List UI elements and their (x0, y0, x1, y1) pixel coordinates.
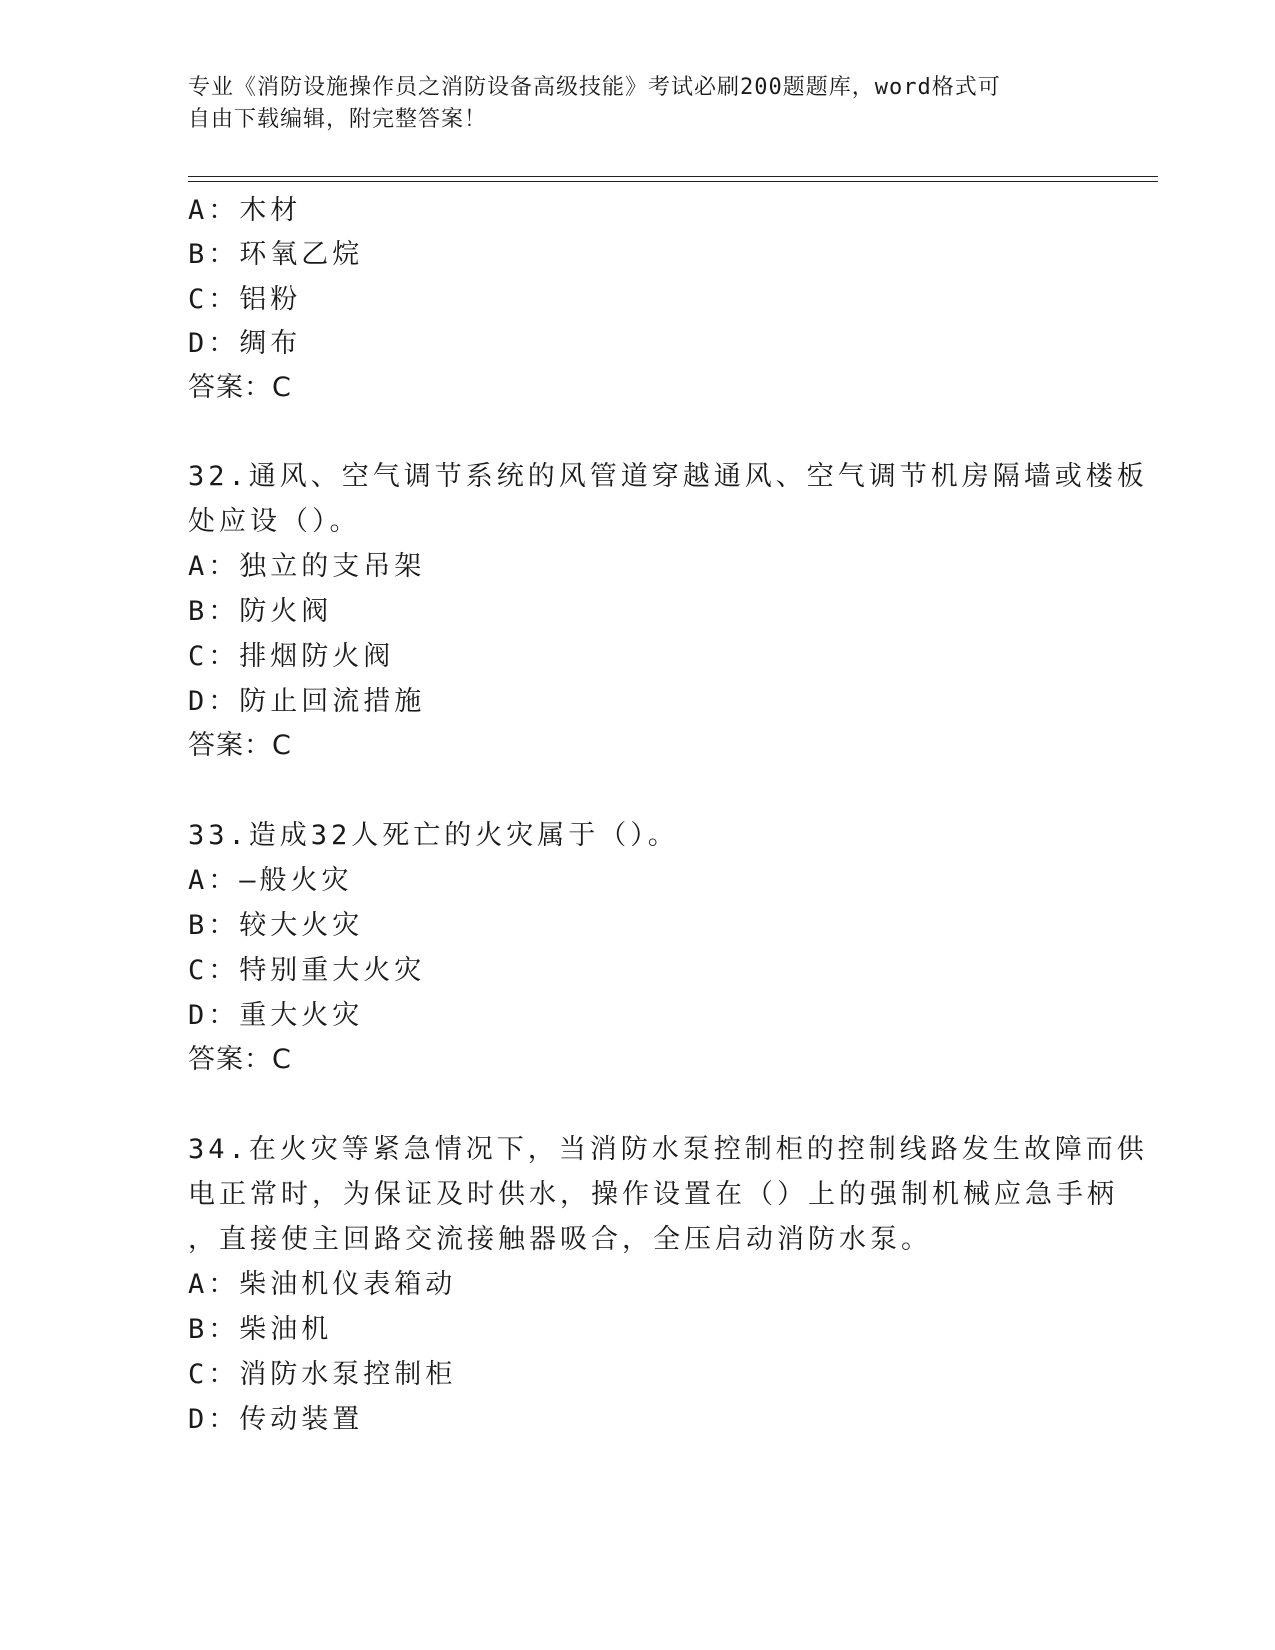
document-header (188, 72, 1088, 136)
q32-option-d: D：防止回流措施 (188, 686, 426, 717)
q32-question-line-1: 32.通风、空气调节系统的风管道穿越通风、空气调节机房隔墙或楼板 (188, 461, 1148, 492)
q33-option-a: A：—般火灾 (188, 865, 353, 896)
q34-option-c: C：消防水泵控制柜 (188, 1359, 457, 1390)
q34-question-line-1: 34.在火灾等紧急情况下，当消防水泵控制柜的控制线路发生故障而供 (188, 1134, 1148, 1165)
q33-option-c: C：特别重大火灾 (188, 955, 426, 986)
header-divider-top (188, 176, 1158, 177)
q32-option-a: A：独立的支吊架 (188, 551, 426, 582)
q33-option-d: D：重大火灾 (188, 1000, 364, 1031)
q34-option-b: B：柴油机 (188, 1314, 333, 1345)
q31-option-b: B：环氧乙烷 (188, 239, 364, 270)
q32-question-line-2: 处应设（）。 (188, 506, 361, 537)
q31-answer: 答案：C (188, 372, 292, 403)
q34-question-line-2: 电正常时，为保证及时供水，操作设置在（）上的强制机械应急手柄 (188, 1179, 1118, 1210)
q34-question-line-3: ，直接使主回路交流接触器吸合，全压启动消防水泵。 (188, 1224, 932, 1255)
q32-answer: 答案：C (188, 730, 292, 761)
q31-option-d: D：绸布 (188, 328, 302, 359)
q31-option-c: C：铝粉 (188, 284, 302, 315)
q33-answer: 答案：C (188, 1044, 292, 1075)
header-divider-bottom (188, 181, 1158, 182)
q32-option-c: C：排烟防火阀 (188, 641, 395, 672)
q31-option-a: A：木材 (188, 195, 302, 226)
q34-option-d: D：传动装置 (188, 1404, 364, 1435)
q33-option-b: B：较大火灾 (188, 910, 364, 941)
q34-option-a: A：柴油机仪表箱动 (188, 1269, 457, 1300)
q32-option-b: B：防火阀 (188, 596, 333, 627)
header-line-1: 专业《消防设施操作员之消防设备高级技能》考试必刷200题题库，word格式可 (188, 75, 1001, 100)
q33-question-line-1: 33.造成32人死亡的火灾属于（）。 (188, 820, 679, 851)
header-line-2: 自由下载编辑，附完整答案！ (188, 107, 488, 132)
